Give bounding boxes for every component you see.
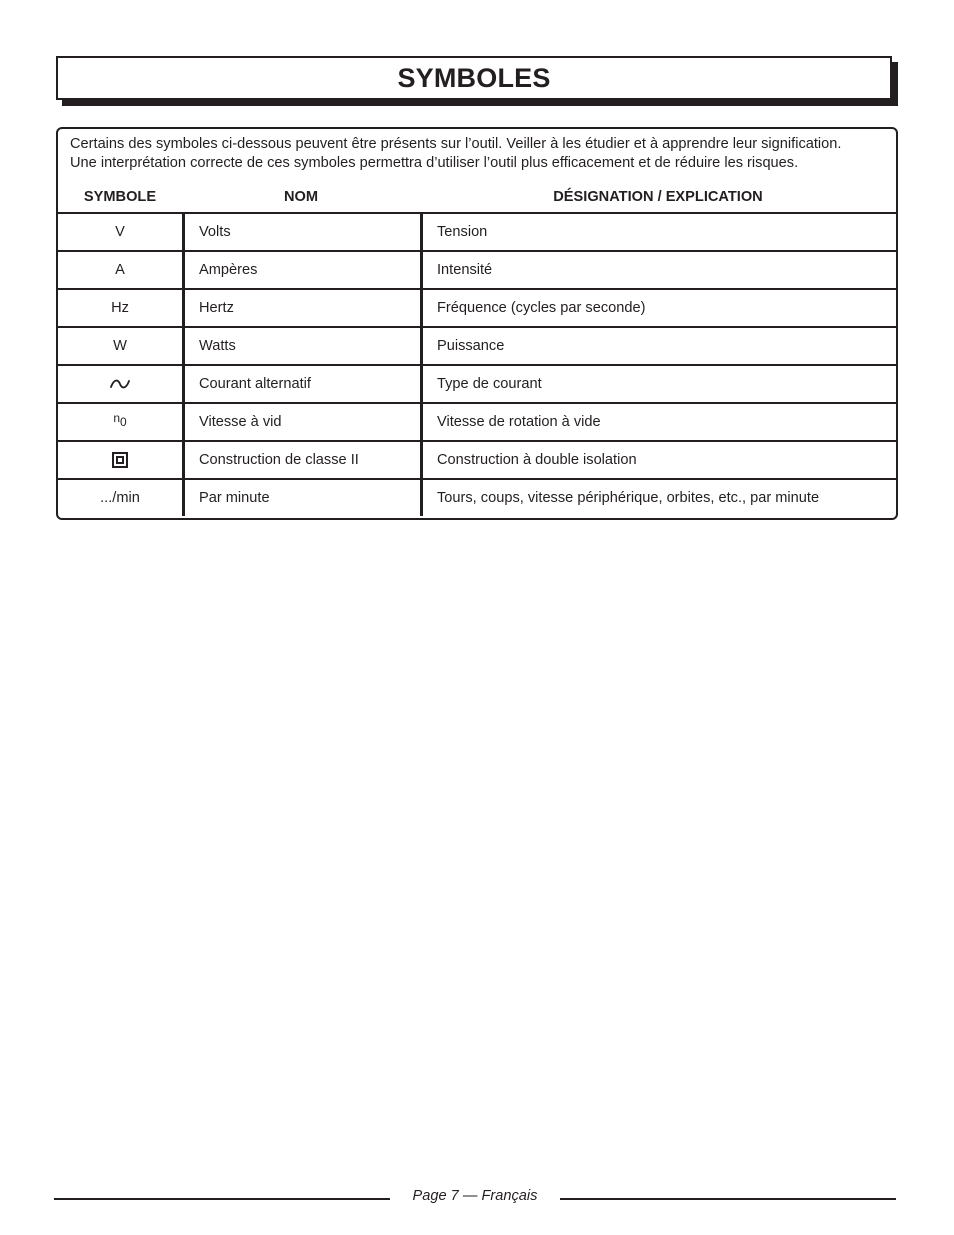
intro-text — [70, 135, 890, 173]
name-cell: Vitesse à vid — [182, 404, 423, 440]
intro-line-2: Une interprétation correcte de ces symboles permettra d’utiliser l’outil plus efficacement et de réduire les risques. — [70, 155, 799, 171]
table-header — [58, 189, 896, 209]
designation-cell: Construction à double isolation — [420, 442, 897, 478]
table-row — [58, 440, 896, 478]
page-footer — [54, 1186, 896, 1208]
table-row — [58, 250, 896, 288]
symbol-cell: V — [115, 224, 125, 240]
name-cell: Courant alternatif — [182, 366, 423, 402]
footer-rule-right — [560, 1198, 896, 1200]
symbol-cell: .../min — [100, 490, 140, 506]
name-cell: Construction de classe II — [182, 442, 423, 478]
table-row — [58, 212, 896, 250]
title-banner — [56, 56, 898, 106]
table-row — [58, 288, 896, 326]
designation-cell: Tension — [420, 214, 897, 250]
name-cell: Volts — [182, 214, 423, 250]
double-insulation-icon — [112, 452, 128, 468]
designation-cell: Vitesse de rotation à vide — [420, 404, 897, 440]
table-row — [58, 478, 896, 516]
table-row — [58, 402, 896, 440]
page-title: SYMBOLES — [397, 62, 551, 93]
footer-rule-left — [54, 1198, 390, 1200]
designation-cell: Intensité — [420, 252, 897, 288]
page-number: Page 7 — Français — [412, 1188, 538, 1204]
symbol-cell: Hz — [111, 300, 129, 316]
title-box — [56, 56, 892, 100]
designation-cell: Type de courant — [420, 366, 897, 402]
table-row — [58, 326, 896, 364]
symbol-cell: W — [113, 338, 127, 354]
header-designation: DÉSIGNATION / EXPLICATION — [553, 189, 763, 205]
header-name: NOM — [283, 189, 319, 205]
intro-line-1: Certains des symboles ci-dessous peuvent être présents sur l’outil. Veiller à les étudier et à apprendre leur signification. — [70, 136, 842, 152]
symbol-cell — [58, 404, 182, 440]
name-cell: Hertz — [182, 290, 423, 326]
header-symbol: SYMBOLE — [83, 189, 157, 205]
symbol-cell — [58, 442, 182, 478]
designation-cell: Tours, coups, vitesse périphérique, orbites, etc., par minute — [420, 480, 897, 516]
designation-cell: Fréquence (cycles par seconde) — [420, 290, 897, 326]
designation-cell: Puissance — [420, 328, 897, 364]
no-load-speed-symbol: $n_0$ — [113, 411, 127, 429]
symbol-cell — [58, 366, 182, 402]
symbols-table — [58, 212, 896, 516]
name-cell: Ampères — [182, 252, 423, 288]
name-cell: Par minute — [182, 480, 423, 516]
symbols-panel — [56, 127, 898, 520]
symbol-cell: A — [115, 262, 125, 278]
alternating-current-icon — [110, 378, 130, 390]
table-row — [58, 364, 896, 402]
name-cell: Watts — [182, 328, 423, 364]
